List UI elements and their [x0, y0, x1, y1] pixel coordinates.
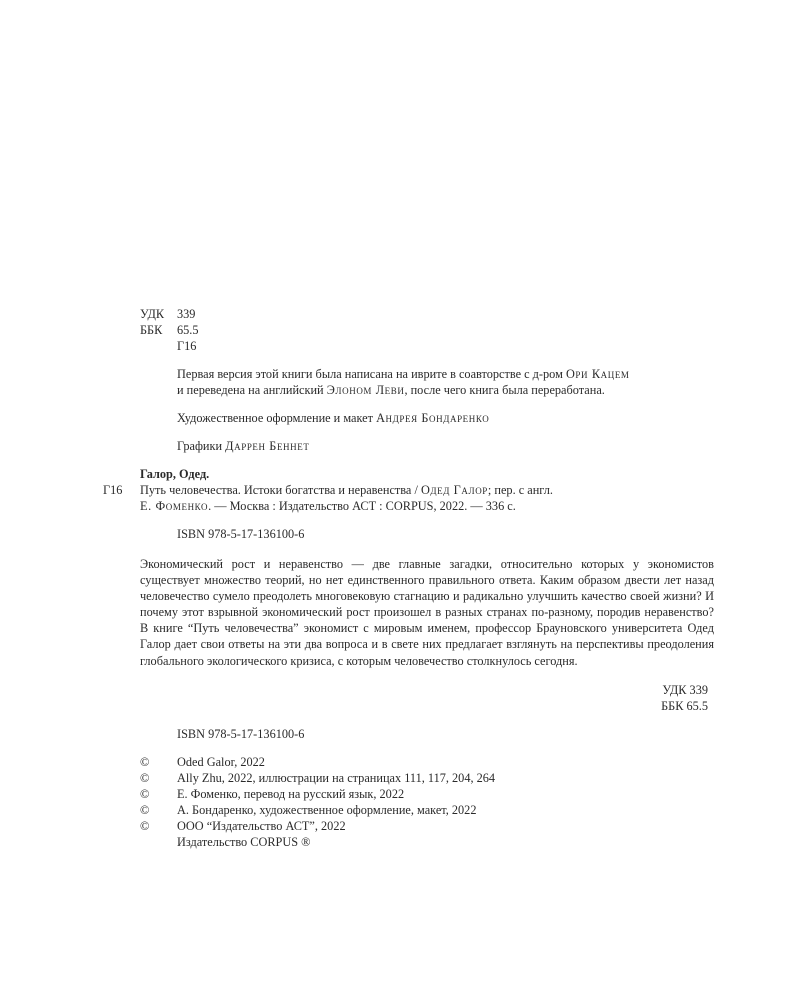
credits-note-line-2	[177, 382, 605, 398]
design-prefix: Художественное оформление и макет	[177, 411, 377, 425]
isbn-bottom: ISBN 978-5-17-136100-6	[177, 727, 305, 741]
publication-info: . — Москва : Издательство АСТ : CORPUS, 2022. — 336 с.	[208, 499, 516, 513]
credits-note-line-1	[177, 366, 630, 382]
copyright-symbol: ©	[140, 803, 150, 817]
copyright-line: А. Бондаренко, художественное оформление, макет, 2022	[177, 803, 477, 817]
copyright-line: ООО “Издательство АСТ”, 2022	[177, 819, 346, 833]
title-author: Одед Галор	[420, 483, 488, 497]
title-suffix: ; пер. с англ.	[487, 483, 553, 497]
copyright-line: Oded Galor, 2022	[177, 755, 265, 769]
index-udk: УДК 339	[662, 683, 708, 697]
udk-value: 339	[177, 307, 196, 321]
annotation-paragraph: Экономический рост и неравенство — две главные загадки, относительно которых у экономистов существует множество теорий, но нет единственного правильного ответа. Каким образом двести лет назад человечество сумело преодолеть многовековую стагнацию и радикально улучшить качество своей жизни? И почему этот взрывной экономический рост произошел в разных странах по-разному, породив неравенство? В книге “Путь человечества” экономист с мировым именем, профессор Брауновского университета Одед Галор дает свои ответы на эти два вопроса и в свете них предлагает взглянуть на перспективы преодоления глобального экологического кризиса, с которым человечество столкнулось сегодня.	[140, 557, 714, 668]
publisher-line: Издательство CORPUS ®	[177, 835, 311, 849]
note-line2-prefix: и переведена на английский	[177, 383, 327, 397]
bibliographic-line-1	[140, 482, 553, 498]
author-heading: Галор, Одед.	[140, 467, 210, 481]
isbn-top: ISBN 978-5-17-136100-6	[177, 527, 305, 541]
translator-name: Е. Фоменко	[140, 499, 209, 513]
udk-label: УДК	[140, 307, 165, 321]
copyright-line: Е. Фоменко, перевод на русский язык, 2022	[177, 787, 405, 801]
index-bbk: ББК 65.5	[661, 699, 708, 713]
designer-name: Андрея Бондаренко	[376, 411, 490, 425]
copyright-symbol: ©	[140, 787, 150, 801]
bbk-label: ББК	[140, 323, 163, 337]
note-line1-prefix: Первая версия этой книги была написана на иврите в соавторстве с д-ром	[177, 367, 566, 381]
copyright-symbol: ©	[140, 771, 150, 785]
copyright-symbol: ©	[140, 819, 150, 833]
translator-en-name: Элоном Леви	[326, 383, 405, 397]
note-line2-suffix: , после чего книга была переработана.	[404, 383, 605, 397]
title-text: Путь человечества. Истоки богатства и неравенства /	[140, 483, 421, 497]
credits-graphics	[177, 438, 309, 454]
graphics-prefix: Графики	[177, 439, 226, 453]
author-mark: Г16	[177, 339, 197, 353]
copyright-line: Ally Zhu, 2022, иллюстрации на страницах 111, 117, 204, 264	[177, 771, 496, 785]
graphics-name: Даррен Беннет	[225, 439, 310, 453]
credits-design	[177, 410, 489, 426]
bibliographic-mark: Г16	[103, 483, 123, 497]
copyright-symbol: ©	[140, 755, 150, 769]
bbk-value: 65.5	[177, 323, 199, 337]
bibliographic-line-2	[140, 498, 516, 514]
coauthor-name: Ори Кацем	[565, 367, 630, 381]
